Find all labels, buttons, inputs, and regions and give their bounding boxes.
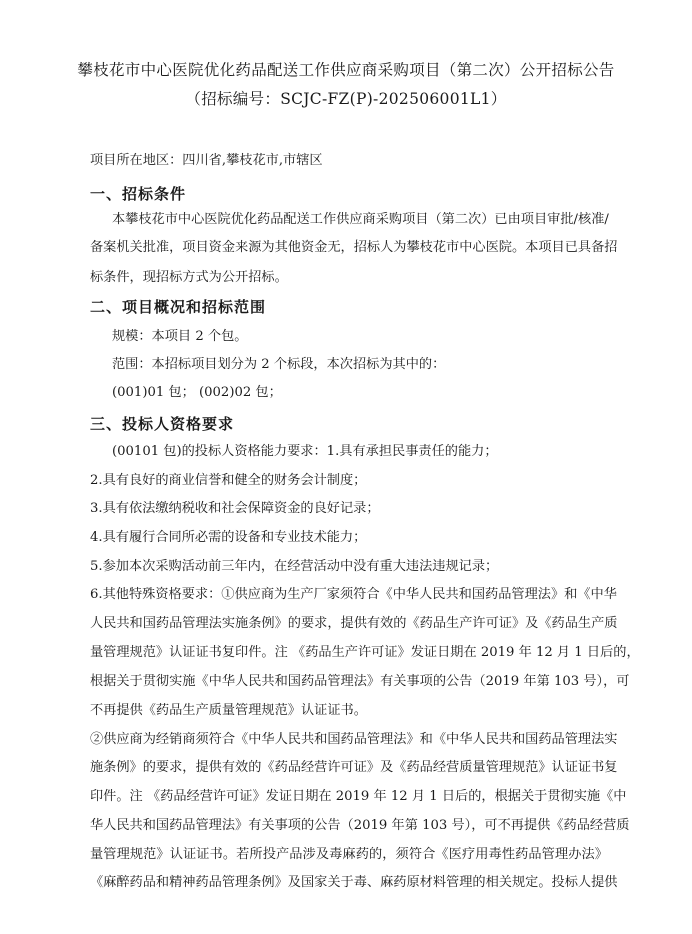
tender-number: （招标编号：SCJC-FZ(P)-202506001L1）: [185, 90, 507, 108]
section-1-line-1: 本攀枝花市中心医院优化药品配送工作供应商采购项目（第二次）已由项目审批/核准/: [112, 212, 609, 227]
section-3-line-10: 不再提供《药品生产质量管理规范》认证证书。: [90, 703, 367, 718]
section-3-line-2: 2.具有良好的商业信誉和健全的财务会计制度；: [90, 473, 367, 488]
section-1-line-2: 备案机关批准，项目资金来源为其他资金无，招标人为攀枝花市中心医院。本项目已具备招: [90, 240, 618, 255]
section-3-line-4: 4.具有履行合同所必需的设备和专业技术能力；: [90, 530, 367, 545]
section-3-line-11: ②供应商为经销商须符合《中华人民共和国药品管理法》和《中华人民共和国药品管理法实: [90, 732, 618, 747]
section-3-line-1: (00101 包)的投标人资格能力要求：1.具有承担民事责任的能力；: [112, 444, 498, 459]
section-2-line-3: (001)01 包； (002)02 包；: [112, 385, 282, 400]
project-region: 项目所在地区：四川省,攀枝花市,市辖区: [90, 153, 323, 168]
section-3-line-16: 《麻醉药品和精神药品管理条例》及国家关于毒、麻药原材料管理的相关规定。投标人提供: [90, 875, 618, 890]
section-heading-2: 二、项目概况和招标范围: [90, 298, 267, 316]
section-heading-3: 三、投标人资格要求: [90, 415, 235, 433]
section-3-line-12: 施条例》的要求，提供有效的《药品经营许可证》及《药品经营质量管理规范》认证证书复: [90, 760, 618, 775]
section-3-line-13: 印件。注 《药品经营许可证》发证日期在 2019 年 12 月 1 日后的，根据关于贯彻实施《中: [90, 789, 627, 804]
section-heading-1: 一、招标条件: [90, 185, 187, 203]
section-3-line-15: 量管理规范》认证证书。若所投产品涉及毒麻药的，须符合《医疗用毒性药品管理办法》: [90, 847, 608, 862]
section-3-line-9: 根据关于贯彻实施《中华人民共和国药品管理法》有关事项的公告（2019 年第 103 号），可: [90, 674, 630, 689]
section-3-line-8: 量管理规范》认证证书复印件。注 《药品生产许可证》发证日期在 2019 年 12 月 1 日后的，: [90, 645, 640, 660]
section-3-line-7: 人民共和国药品管理法实施条例》的要求，提供有效的《药品生产许可证》及《药品生产质: [90, 616, 618, 631]
section-2-line-1: 规模：本项目 2 个包。: [112, 329, 248, 344]
section-3-line-3: 3.具有依法缴纳税收和社会保障资金的良好记录；: [90, 501, 380, 516]
section-1-line-3: 标条件，现招标方式为公开招标。: [90, 270, 288, 285]
section-3-line-14: 华人民共和国药品管理法》有关事项的公告（2019 年第 103 号），可不再提供《药品经营质: [90, 818, 630, 833]
document-title: 攀枝花市中心医院优化药品配送工作供应商采购项目（第二次）公开招标公告: [77, 61, 615, 79]
section-3-line-6: 6.其他特殊资格要求：①供应商为生产厂家须符合《中华人民共和国药品管理法》和《中华: [90, 587, 617, 602]
section-3-line-5: 5.参加本次采购活动前三年内，在经营活动中没有重大违法违规记录；: [90, 559, 499, 574]
section-2-line-2: 范围：本招标项目划分为 2 个标段，本次招标为其中的：: [112, 357, 446, 372]
